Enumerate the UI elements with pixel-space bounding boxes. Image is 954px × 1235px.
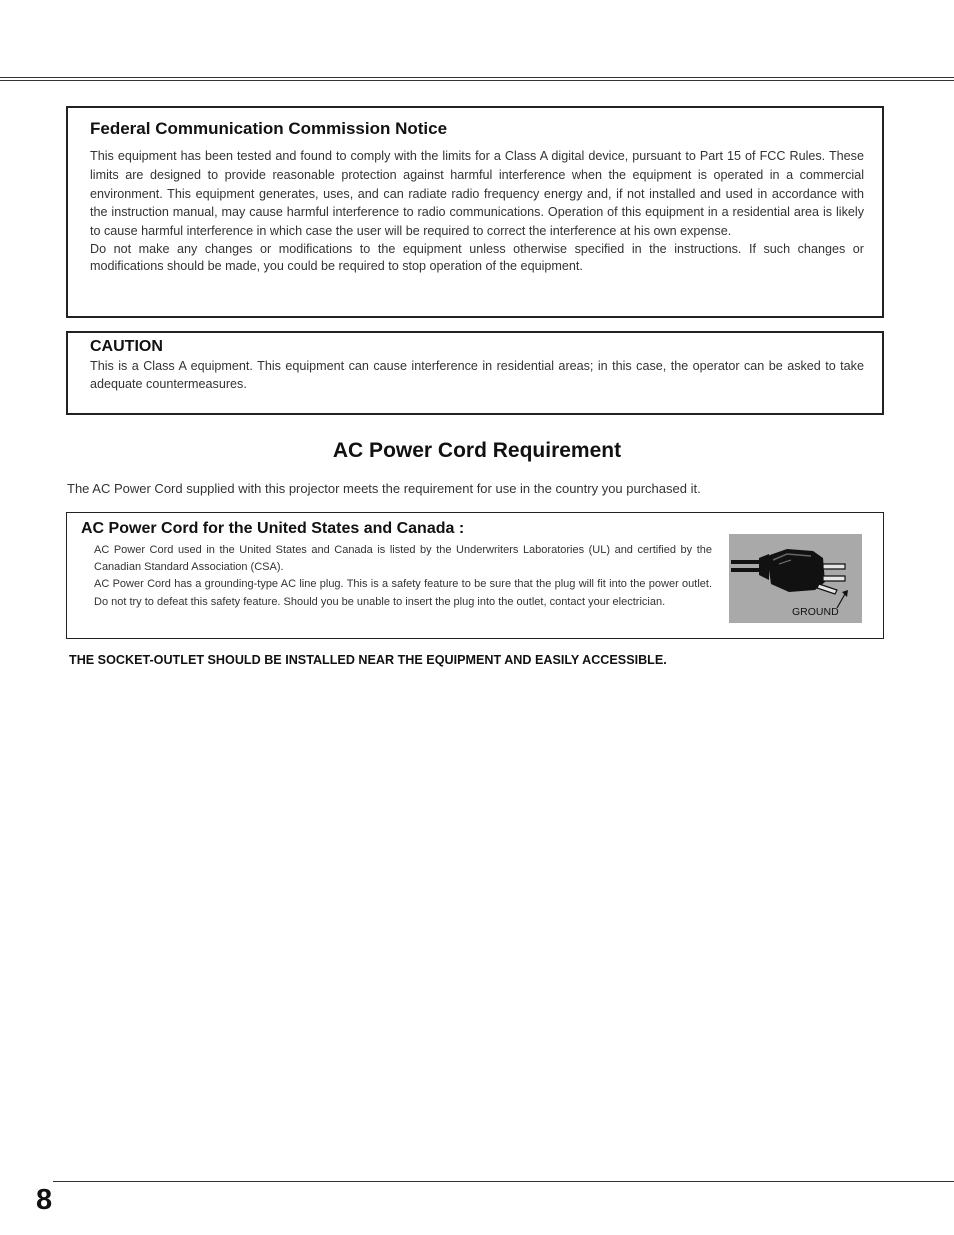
fcc-paragraph-2: Do not make any changes or modifications to the equipment unless otherwise specified in the instructions. If such changes or modifications should be made, you could be required to stop operation of the equipment. <box>90 241 864 274</box>
caution-text: This is a Class A equipment. This equipment can cause interference in residential areas; in this case, the operator can be asked to take adequate countermeasures. <box>90 359 864 391</box>
ac-us-canada-body <box>94 542 712 611</box>
ac-intro-text: The AC Power Cord supplied with this projector meets the requirement for use in the country you purchased it. <box>67 481 701 496</box>
section-title: AC Power Cord Requirement <box>332 439 622 462</box>
caution-box <box>66 331 884 415</box>
fcc-heading: Federal Communication Commission Notice <box>90 119 448 138</box>
page-number: 8 <box>36 1184 53 1216</box>
footer-rule <box>53 1181 954 1182</box>
ac-us-canada-box <box>66 512 884 639</box>
fcc-body <box>90 147 864 276</box>
header-rule <box>0 77 954 81</box>
fcc-paragraph-1: This equipment has been tested and found to comply with the limits for a Class A digital device, pursuant to Part 15 of FCC Rules. These limits are designed to provide reasonable protection against harmful interference when the equipment is operated in a commercial environment. This equipment generates, uses, and can radiate radio frequency energy and, if not installed and used in accordance with the instruction manual, may cause harmful interference to radio communications. Operation of this equipment in a residential area is likely to cause harmful interference in which case the user will be required to correct the interference at his own expense. <box>90 149 864 239</box>
ac-paragraph-1: AC Power Cord used in the United States and Canada is listed by the Underwriters Laboratories (UL) and certified by the Canadian Standard Association (CSA). <box>94 544 712 574</box>
ac-us-canada-heading: AC Power Cord for the United States and Canada : <box>81 520 465 537</box>
socket-outlet-note: THE SOCKET-OUTLET SHOULD BE INSTALLED NEAR THE EQUIPMENT AND EASILY ACCESSIBLE. <box>69 653 667 667</box>
caution-heading: CAUTION <box>90 338 163 355</box>
ac-paragraph-2: AC Power Cord has a grounding-type AC line plug. This is a safety feature to be sure that the plug will fit into the power outlet. Do not try to defeat this safety feature. Should you be unable to insert the plug into the outlet, contact your electrician. <box>94 578 712 608</box>
fcc-notice-box <box>66 106 884 318</box>
grounded-plug-figure <box>729 534 862 623</box>
ground-label: GROUND <box>792 606 839 618</box>
